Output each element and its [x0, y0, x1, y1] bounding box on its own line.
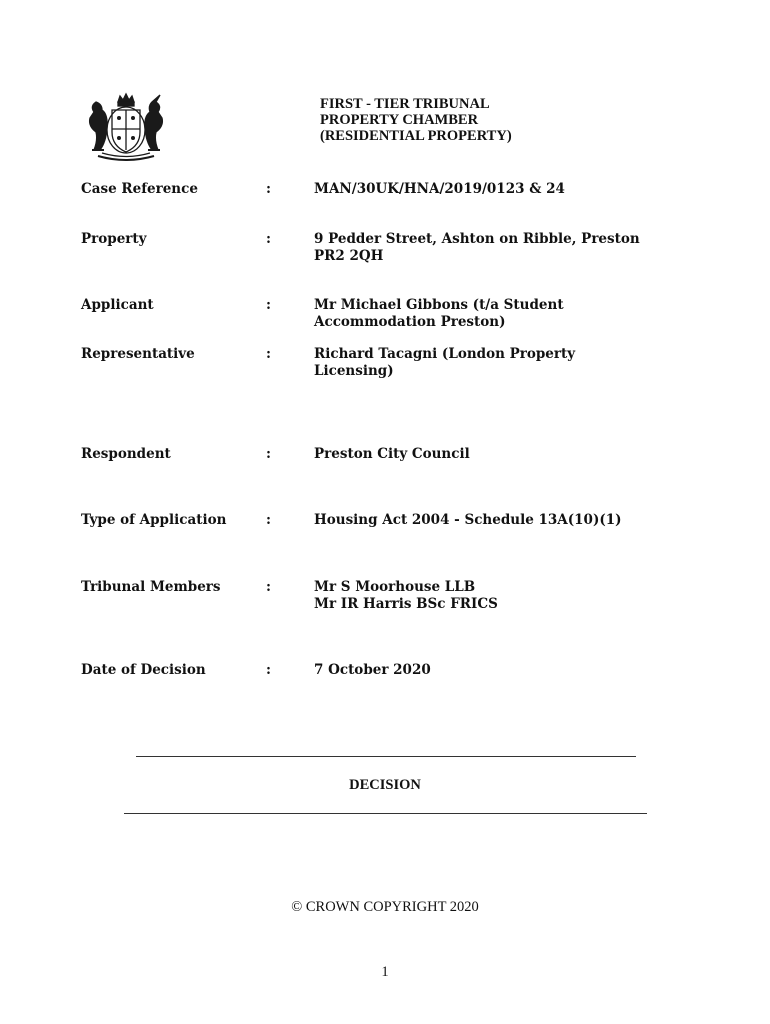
field-colon: :	[266, 231, 271, 247]
header-line-residential: (RESIDENTIAL PROPERTY)	[320, 128, 512, 144]
field-colon: :	[266, 579, 271, 595]
field-label: Tribunal Members	[81, 579, 221, 595]
header-line-tribunal: FIRST - TIER TRIBUNAL	[320, 96, 490, 112]
field-label: Date of Decision	[81, 662, 206, 678]
field-value-line: 9 Pedder Street, Ashton on Ribble, Preston	[314, 231, 640, 247]
field-value	[314, 512, 684, 529]
royal-coat-of-arms-icon	[80, 92, 172, 164]
crown-copyright: © CROWN COPYRIGHT 2020	[291, 899, 479, 915]
divider-top	[136, 756, 636, 757]
field-colon: :	[266, 446, 271, 462]
field-value	[314, 662, 684, 679]
field-value	[314, 231, 684, 264]
field-value-line: Housing Act 2004 - Schedule 13A(10)(1)	[314, 512, 622, 528]
page-number: 1	[381, 964, 389, 980]
field-value-line: Preston City Council	[314, 446, 470, 462]
field-value-line: Accommodation Preston)	[314, 313, 506, 330]
field-value-line: 7 October 2020	[314, 662, 431, 678]
field-label: Case Reference	[81, 181, 198, 197]
field-value	[314, 446, 684, 463]
decision-heading: DECISION	[349, 777, 421, 793]
header-line-chamber: PROPERTY CHAMBER	[320, 112, 479, 128]
field-colon: :	[266, 512, 271, 528]
field-label: Type of Application	[81, 512, 227, 528]
field-value-line: Mr IR Harris BSc FRICS	[314, 595, 498, 612]
tribunal-header	[320, 96, 512, 144]
field-colon: :	[266, 662, 271, 678]
divider-bottom	[124, 813, 647, 814]
field-colon: :	[266, 297, 271, 313]
field-colon: :	[266, 346, 271, 362]
field-value-line: Richard Tacagni (London Property	[314, 346, 576, 362]
field-label: Respondent	[81, 446, 171, 462]
field-value	[314, 579, 684, 612]
field-value	[314, 181, 684, 198]
field-label: Applicant	[81, 297, 154, 313]
field-value-line: Mr S Moorhouse LLB	[314, 579, 476, 595]
field-value	[314, 297, 684, 330]
field-label: Property	[81, 231, 147, 247]
field-value-line: PR2 2QH	[314, 247, 384, 264]
field-colon: :	[266, 181, 271, 197]
field-value-line: MAN/30UK/HNA/2019/0123 & 24	[314, 181, 565, 197]
field-label: Representative	[81, 346, 195, 362]
field-value-line: Mr Michael Gibbons (t/a Student	[314, 297, 564, 313]
field-value	[314, 346, 684, 379]
field-value-line: Licensing)	[314, 362, 394, 379]
